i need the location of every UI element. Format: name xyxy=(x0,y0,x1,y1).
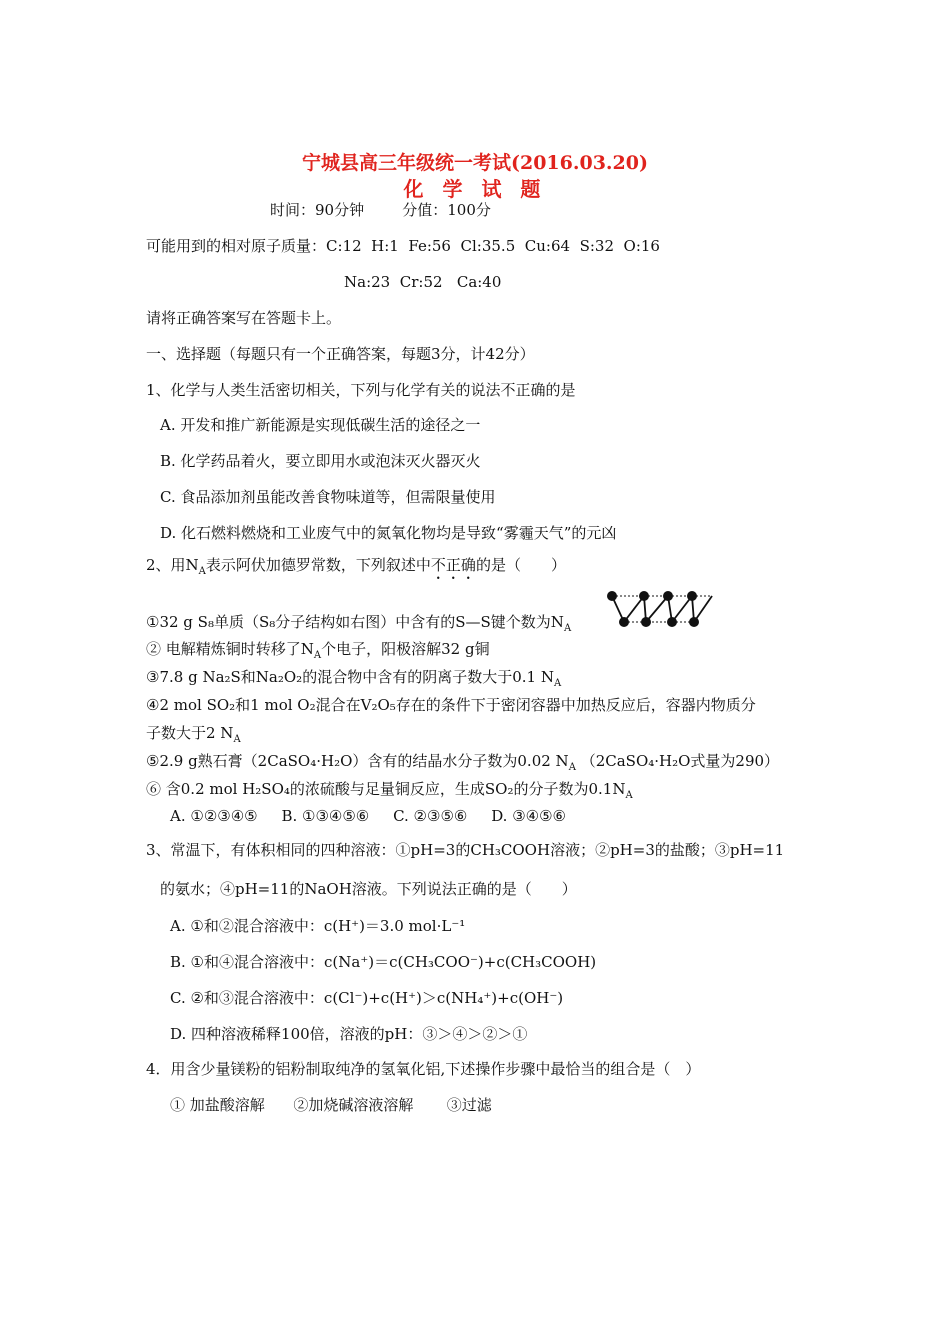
instruction: 请将正确答案写在答题卡上。 xyxy=(146,309,342,327)
q2-options: A. ①②③④⑤ B. ①③④⑤⑥ C. ②③⑤⑥ D. ③④⑤⑥ xyxy=(170,807,567,825)
q3-option-d: D. 四种溶液稀释100倍，溶液的pH：③＞④＞②＞① xyxy=(170,1025,528,1043)
atomic-mass-line-2: Na:23 Cr:52 Ca:40 xyxy=(344,273,502,291)
atomic-mass-line-1: 可能用到的相对原子质量：C:12 H:1 Fe:56 Cl:35.5 Cu:64 S:32 O:16 xyxy=(146,237,660,255)
q2-stem: 2、用$N_A$表示阿伏加德罗常数，下列叙述中不正确的是（ ） xyxy=(146,556,566,577)
q3-option-c: C. ②和③混合溶液中：c(Cl⁻)+c(H⁺)＞c(NH₄⁺)+c(OH⁻) xyxy=(170,989,564,1007)
q2-statement-1: ①32 g S₈单质（S₈分子结构如右图）中含有的S—S键个数为$N_A$ xyxy=(146,613,572,634)
q4-stem: 4．用含少量镁粉的铝粉制取纯净的氢氧化铝,下述操作步骤中最恰当的组合是（ ） xyxy=(146,1060,701,1078)
section-heading: 一、选择题（每题只有一个正确答案，每题3分，计42分） xyxy=(146,345,535,363)
q3-stem-line-1: 3、常温下，有体积相同的四种溶液：①pH=3的CH₃COOH溶液；②pH=3的盐酸；③pH=11 xyxy=(146,841,785,859)
q1-option-b: B. 化学药品着火，要立即用水或泡沫灭火器灭火 xyxy=(160,452,481,470)
q1-option-c: C. 食品添加剂虽能改善食物味道等，但需限量使用 xyxy=(160,488,496,506)
q4-steps: ① 加盐酸溶解 ②加烧碱溶液溶解 ③过滤 xyxy=(170,1096,492,1114)
q3-option-b: B. ①和④混合溶液中：c(Na⁺)＝c(CH₃COO⁻)+c(CH₃COOH) xyxy=(170,953,597,971)
q2-statement-5: ⑤2.9 g熟石膏（2CaSO₄·H₂O）含有的结晶水分子数为0.02 $N_A$ （2CaSO₄·H₂O式量为290） xyxy=(146,752,780,773)
q2-statement-2: ② 电解精炼铜时转移了$N_A$个电子，阳极溶解32 g铜 xyxy=(146,640,490,661)
q2-statement-3: ③7.8 g Na₂S和Na₂O₂的混合物中含有的阴离子数大于0.1 $N_A$ xyxy=(146,668,562,689)
s8-molecule-diagram xyxy=(606,590,716,630)
q3-stem-line-2: 的氨水；④pH=11的NaOH溶液。下列说法正确的是（ ） xyxy=(160,880,577,898)
q3-option-a: A. ①和②混合溶液中：c(H⁺)＝3.0 mol·L⁻¹ xyxy=(170,917,466,935)
emphasis-not-correct: 不正确 xyxy=(430,556,476,574)
q1-stem: 1、化学与人类生活密切相关，下列与化学有关的说法不正确的是 xyxy=(146,381,576,399)
time-score-line: 时间：90分钟 分值：100分 xyxy=(270,201,491,219)
q2-statement-6: ⑥ 含0.2 mol H₂SO₄的浓硫酸与足量铜反应，生成SO₂的分子数为$0.1N_A$ xyxy=(146,780,633,801)
q1-option-a: A. 开发和推广新能源是实现低碳生活的途径之一 xyxy=(160,416,481,434)
exam-title: 宁城县高三年级统一考试(2016.03.20) xyxy=(302,152,648,174)
exam-subtitle: 化 学 试 题 xyxy=(403,177,547,201)
q2-statement-4b: 子数大于2 $N_A$ xyxy=(146,724,241,745)
q2-statement-4a: ④2 mol SO₂和1 mol O₂混合在V₂O₅存在的条件下于密闭容器中加热反应后，容器内物质分 xyxy=(146,696,756,714)
q1-option-d: D. 化石燃料燃烧和工业废气中的氮氧化物均是导致“雾霾天气”的元凶 xyxy=(160,524,617,542)
